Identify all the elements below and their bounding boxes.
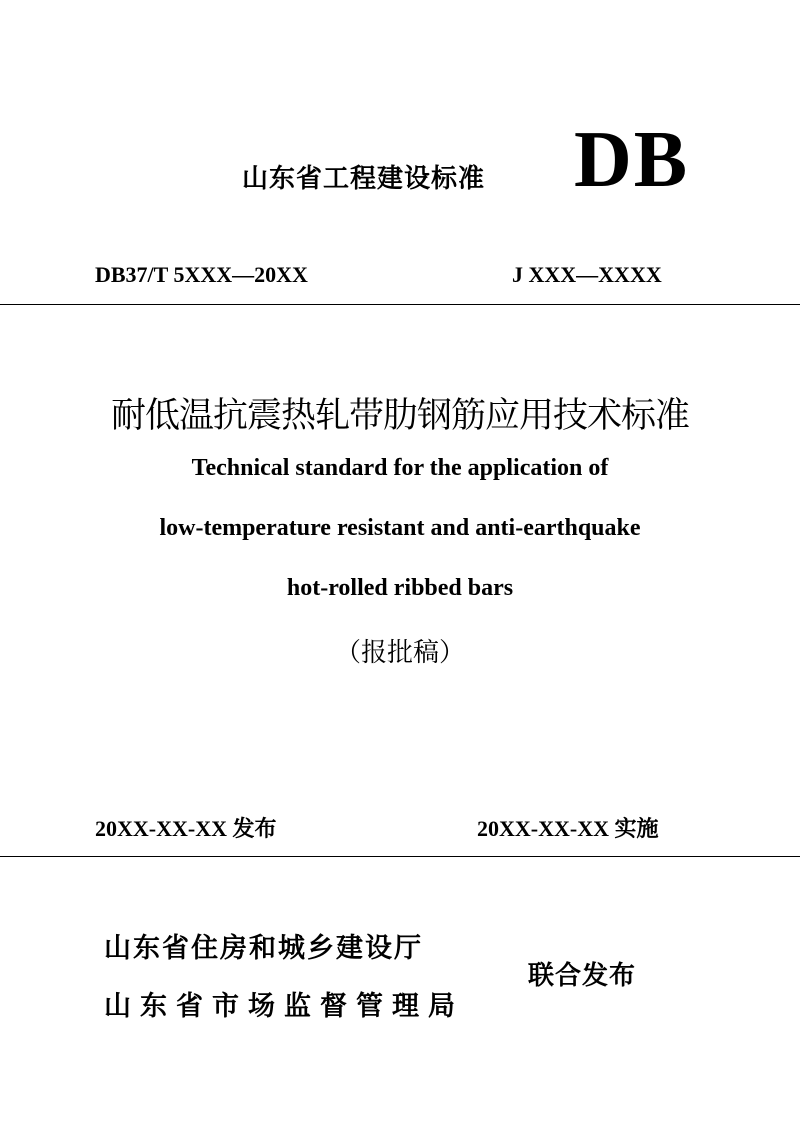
draft-status: （报批稿） [334, 638, 465, 668]
title-english-line-1: Technical standard for the application of [191, 455, 609, 481]
effective-label: 实施 [614, 817, 659, 842]
bottom-divider [0, 856, 800, 857]
joint-publish-label: 联合发布 [528, 961, 637, 991]
title-english-line-2: low-temperature resistant and anti-earthquake [159, 515, 641, 541]
publish-label: 发布 [232, 817, 277, 842]
title-english-line-3: hot-rolled ribbed bars [286, 575, 514, 601]
header-org-standard: 山东省工程建设标准 [242, 164, 486, 194]
issuer-market-regulation: 山东省市场监督管理局 [104, 991, 464, 1022]
publish-date-value: 20XX-XX-XX [95, 816, 227, 841]
db-logo: DB [574, 116, 690, 204]
issuer-housing-department: 山东省住房和城乡建设厅 [104, 933, 423, 964]
top-divider [0, 304, 800, 305]
publish-date [95, 812, 277, 843]
effective-date-value: 20XX-XX-XX [477, 816, 609, 841]
effective-date [477, 812, 659, 843]
title-chinese: 耐低温抗震热轧带肋钢筋应用技术标准 [110, 396, 689, 436]
record-number: J XXX—XXXX [512, 262, 662, 287]
standard-number: DB37/T 5XXX—20XX [95, 262, 308, 287]
